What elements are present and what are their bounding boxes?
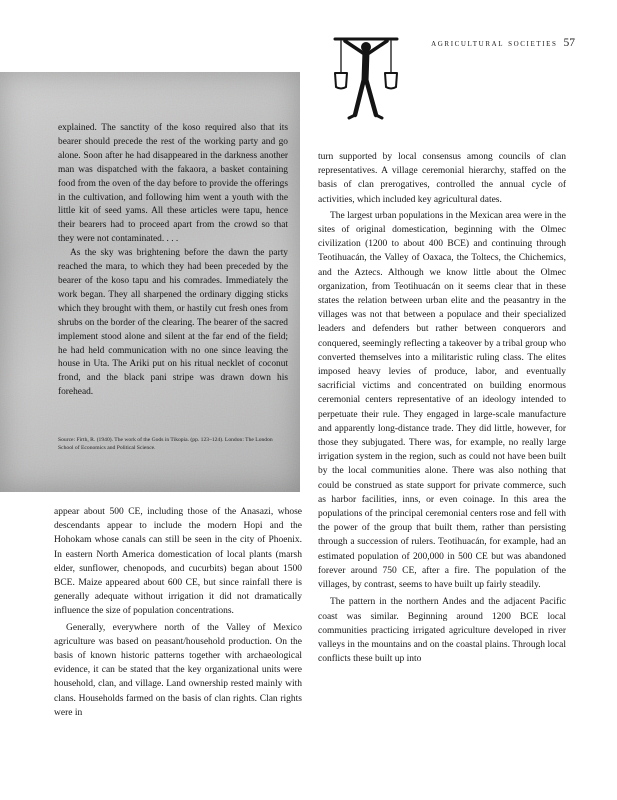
left-column: [54, 505, 302, 720]
page-number: 57: [563, 37, 575, 49]
body-paragraph: Generally, everywhere north of the Valley of Mexico agriculture was based on peasant/household production. On the basis of known historic patterns together with archaeological evidence, it can be stated that the key organizational units were household, clan, and village. Land ownership rested mainly with clans. Households farmed on the basis of clan rights. Clan rights were in: [54, 622, 302, 718]
right-column: [318, 150, 566, 666]
running-header-title: agricultural societies: [431, 39, 558, 49]
sidebar-source-citation: Source: Firth, R. (1940). The work of the Gods in Tikopia. (pp. 123–124). London: The London School of Economics and Political Science.: [58, 437, 273, 452]
body-paragraph: appear about 500 CE, including those of the Anasazi, whose descendants appear to include the modern Hopi and the Hohokam whose canals can still be seen in the city of Phoenix. In eastern North America domestication of local plants (marsh elder, sunflower, chenopods, and cucurbits) began about 1500 BCE. Maize appeared about 600 CE, but since rainfall there is generally adequate without irrigation it did not dramatically influence the size of population concentrations.: [54, 507, 302, 617]
sidebar-box: [0, 72, 300, 492]
body-paragraph: The pattern in the northern Andes and the adjacent Pacific coast was similar. Beginning around 1200 BCE local communities practicing irrigated agriculture developed in river valleys in the mountains and on the coastal plains. Through local conflicts these built up into: [318, 597, 566, 665]
body-paragraph: The largest urban populations in the Mexican area were in the sites of original domestication, beginning with the Olmec civilization (1200 to about 400 BCE) and continuing through Teotihuacán, the Valley of Oaxaca, the Toltecs, the Chichemics, and the Aztecs. Although we know little about the Olmec organization, from Teotihuacán on it seems clear that in these states the relation between urban elite and the peasantry in the villages was not that between a populace and their specialized leaders and defenders but rather between conquerors and conquered, seemingly reflecting a takeover by a tribal group who converted themselves into a militaristic ruling class. The elites imposed heavy levies of produce, labor, and eventually sacrificial victims and concentrated on building enormous ceremonial centers representative of an ideology intended to perpetuate their rule. They engaged in large-scale manufacture and apparently long-distance trade. They did little, however, for those they subjugated. There was, for example, no really large irrigation system in the region, such as could not have been built by the local communities alone. There was also nothing that could be construed as state support for private commerce, such as harbor facilities, inns, or even coinage. In this area the populations of the principal ceremonial centers rose and fell with the power of the group that built them, rather than persisting through a succession of rulers. Teotihuacán, for example, had an estimated population of 200,000 in 500 CE but was abandoned forever around 750 CE, after a fire. The population of the villages, by contrast, seems to have built up fairly steadily.: [318, 210, 566, 591]
sidebar-paragraph: As the sky was brightening before the dawn the party reached the mara, to which they had been preceded by the bearer of the koso tapu and his comrades. Immediately the work began. They all sharpened the ordinary digging sticks which they brought with them, or hastily cut fresh ones from shrubs on the border of the clearing. The bearer of the sacred implement stood alone and silent at the far end of the field; he had held communication with no one since leaving the house in Uta. The Ariki put on his ritual necklet of coconut frond, and the black pani stripe was drawn down his forehead.: [58, 248, 288, 398]
running-header: [395, 37, 575, 49]
sidebar-excerpt: [58, 122, 288, 400]
water-carrier-figure-icon: [331, 33, 401, 121]
body-paragraph: turn supported by local consensus among councils of clan representatives. A village ceremonial hierarchy, staffed on the basis of clan prerogatives, controlled the annual cycle of activities, which included key agricultural dates.: [318, 152, 566, 205]
sidebar-paragraph: explained. The sanctity of the koso required also that its bearer should precede the rest of the working party and go alone. Soon after he had disappeared in the darkness another man was dispatched with the fakaora, a basket containing food from the oven of the day before to provide the offerings in the cultivation, and following him went a youth with the little kit of seed yams. All these articles were tapu, hence their bearers had to proceed apart from the crowd so that they were not contaminated. . . .: [58, 123, 288, 245]
